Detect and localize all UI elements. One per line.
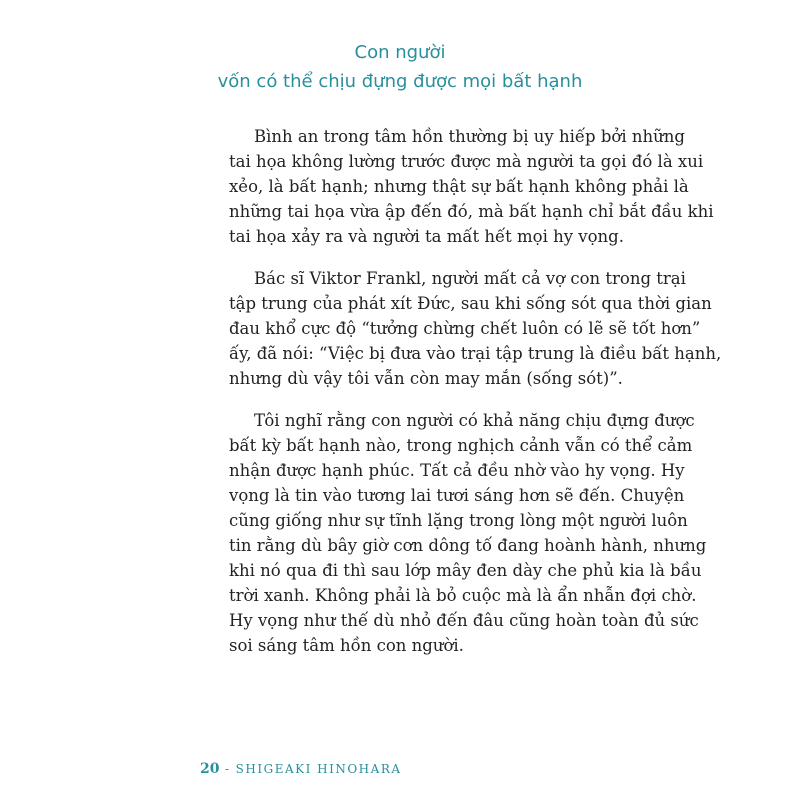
- text-line: xẻo, là bất hạnh; nhưng thật sự bất hạnh không phải là: [229, 177, 689, 196]
- text-line: những tai họa vừa ập đến đó, mà bất hạnh chỉ bắt đầu khi: [229, 202, 714, 221]
- text-line: tin rằng dù bây giờ cơn dông tố đang hoành hành, nhưng: [229, 536, 707, 555]
- text-line: Bình an trong tâm hồn thường bị uy hiếp bởi những: [254, 127, 685, 146]
- text-line: tai họa xảy ra và người ta mất hết mọi hy vọng.: [229, 227, 624, 246]
- text-line: trời xanh. Không phải là bỏ cuộc mà là ẩn nhẫn đợi chờ.: [229, 586, 697, 605]
- text-line: ấy, đã nói: “Việc bị đưa vào trại tập trung là điều bất hạnh,: [229, 344, 722, 363]
- text-line: đau khổ cực độ “tưởng chừng chết luôn có lẽ sẽ tốt hơn”: [229, 319, 701, 338]
- text-line: tập trung của phát xít Đức, sau khi sống sót qua thời gian: [229, 294, 712, 313]
- text-line: cũng giống như sự tĩnh lặng trong lòng một người luôn: [229, 511, 688, 530]
- author-name: - SHIGEAKI HINOHARA: [224, 762, 402, 776]
- text-line: Tôi nghĩ rằng con người có khả năng chịu đựng được: [254, 411, 695, 430]
- text-line: vọng là tin vào tương lai tươi sáng hơn sẽ đến. Chuyện: [229, 486, 685, 505]
- paragraph: [229, 124, 714, 249]
- text-line: nhưng dù vậy tôi vẫn còn may mắn (sống sót)”.: [229, 369, 623, 388]
- text-line: tai họa không lường trước được mà người ta gọi đó là xui: [229, 152, 704, 171]
- body-text: [229, 124, 722, 675]
- page-footer: [200, 761, 402, 777]
- chapter-title: [0, 38, 800, 96]
- text-line: Bác sĩ Viktor Frankl, người mất cả vợ con trong trại: [254, 269, 686, 288]
- chapter-title-line-1: Con người: [354, 42, 446, 63]
- page-number: 20: [200, 761, 220, 777]
- text-line: bất kỳ bất hạnh nào, trong nghịch cảnh vẫn có thể cảm: [229, 436, 693, 455]
- text-line: khi nó qua đi thì sau lớp mây đen dày che phủ kia là bầu: [229, 561, 702, 580]
- chapter-title-line-2: vốn có thể chịu đựng được mọi bất hạnh: [217, 71, 583, 92]
- text-line: nhận được hạnh phúc. Tất cả đều nhờ vào hy vọng. Hy: [229, 461, 685, 480]
- paragraph: [229, 266, 722, 391]
- paragraph: [229, 408, 707, 658]
- text-line: Hy vọng như thế dù nhỏ đến đâu cũng hoàn toàn đủ sức: [229, 611, 699, 630]
- text-line: soi sáng tâm hồn con người.: [229, 636, 464, 655]
